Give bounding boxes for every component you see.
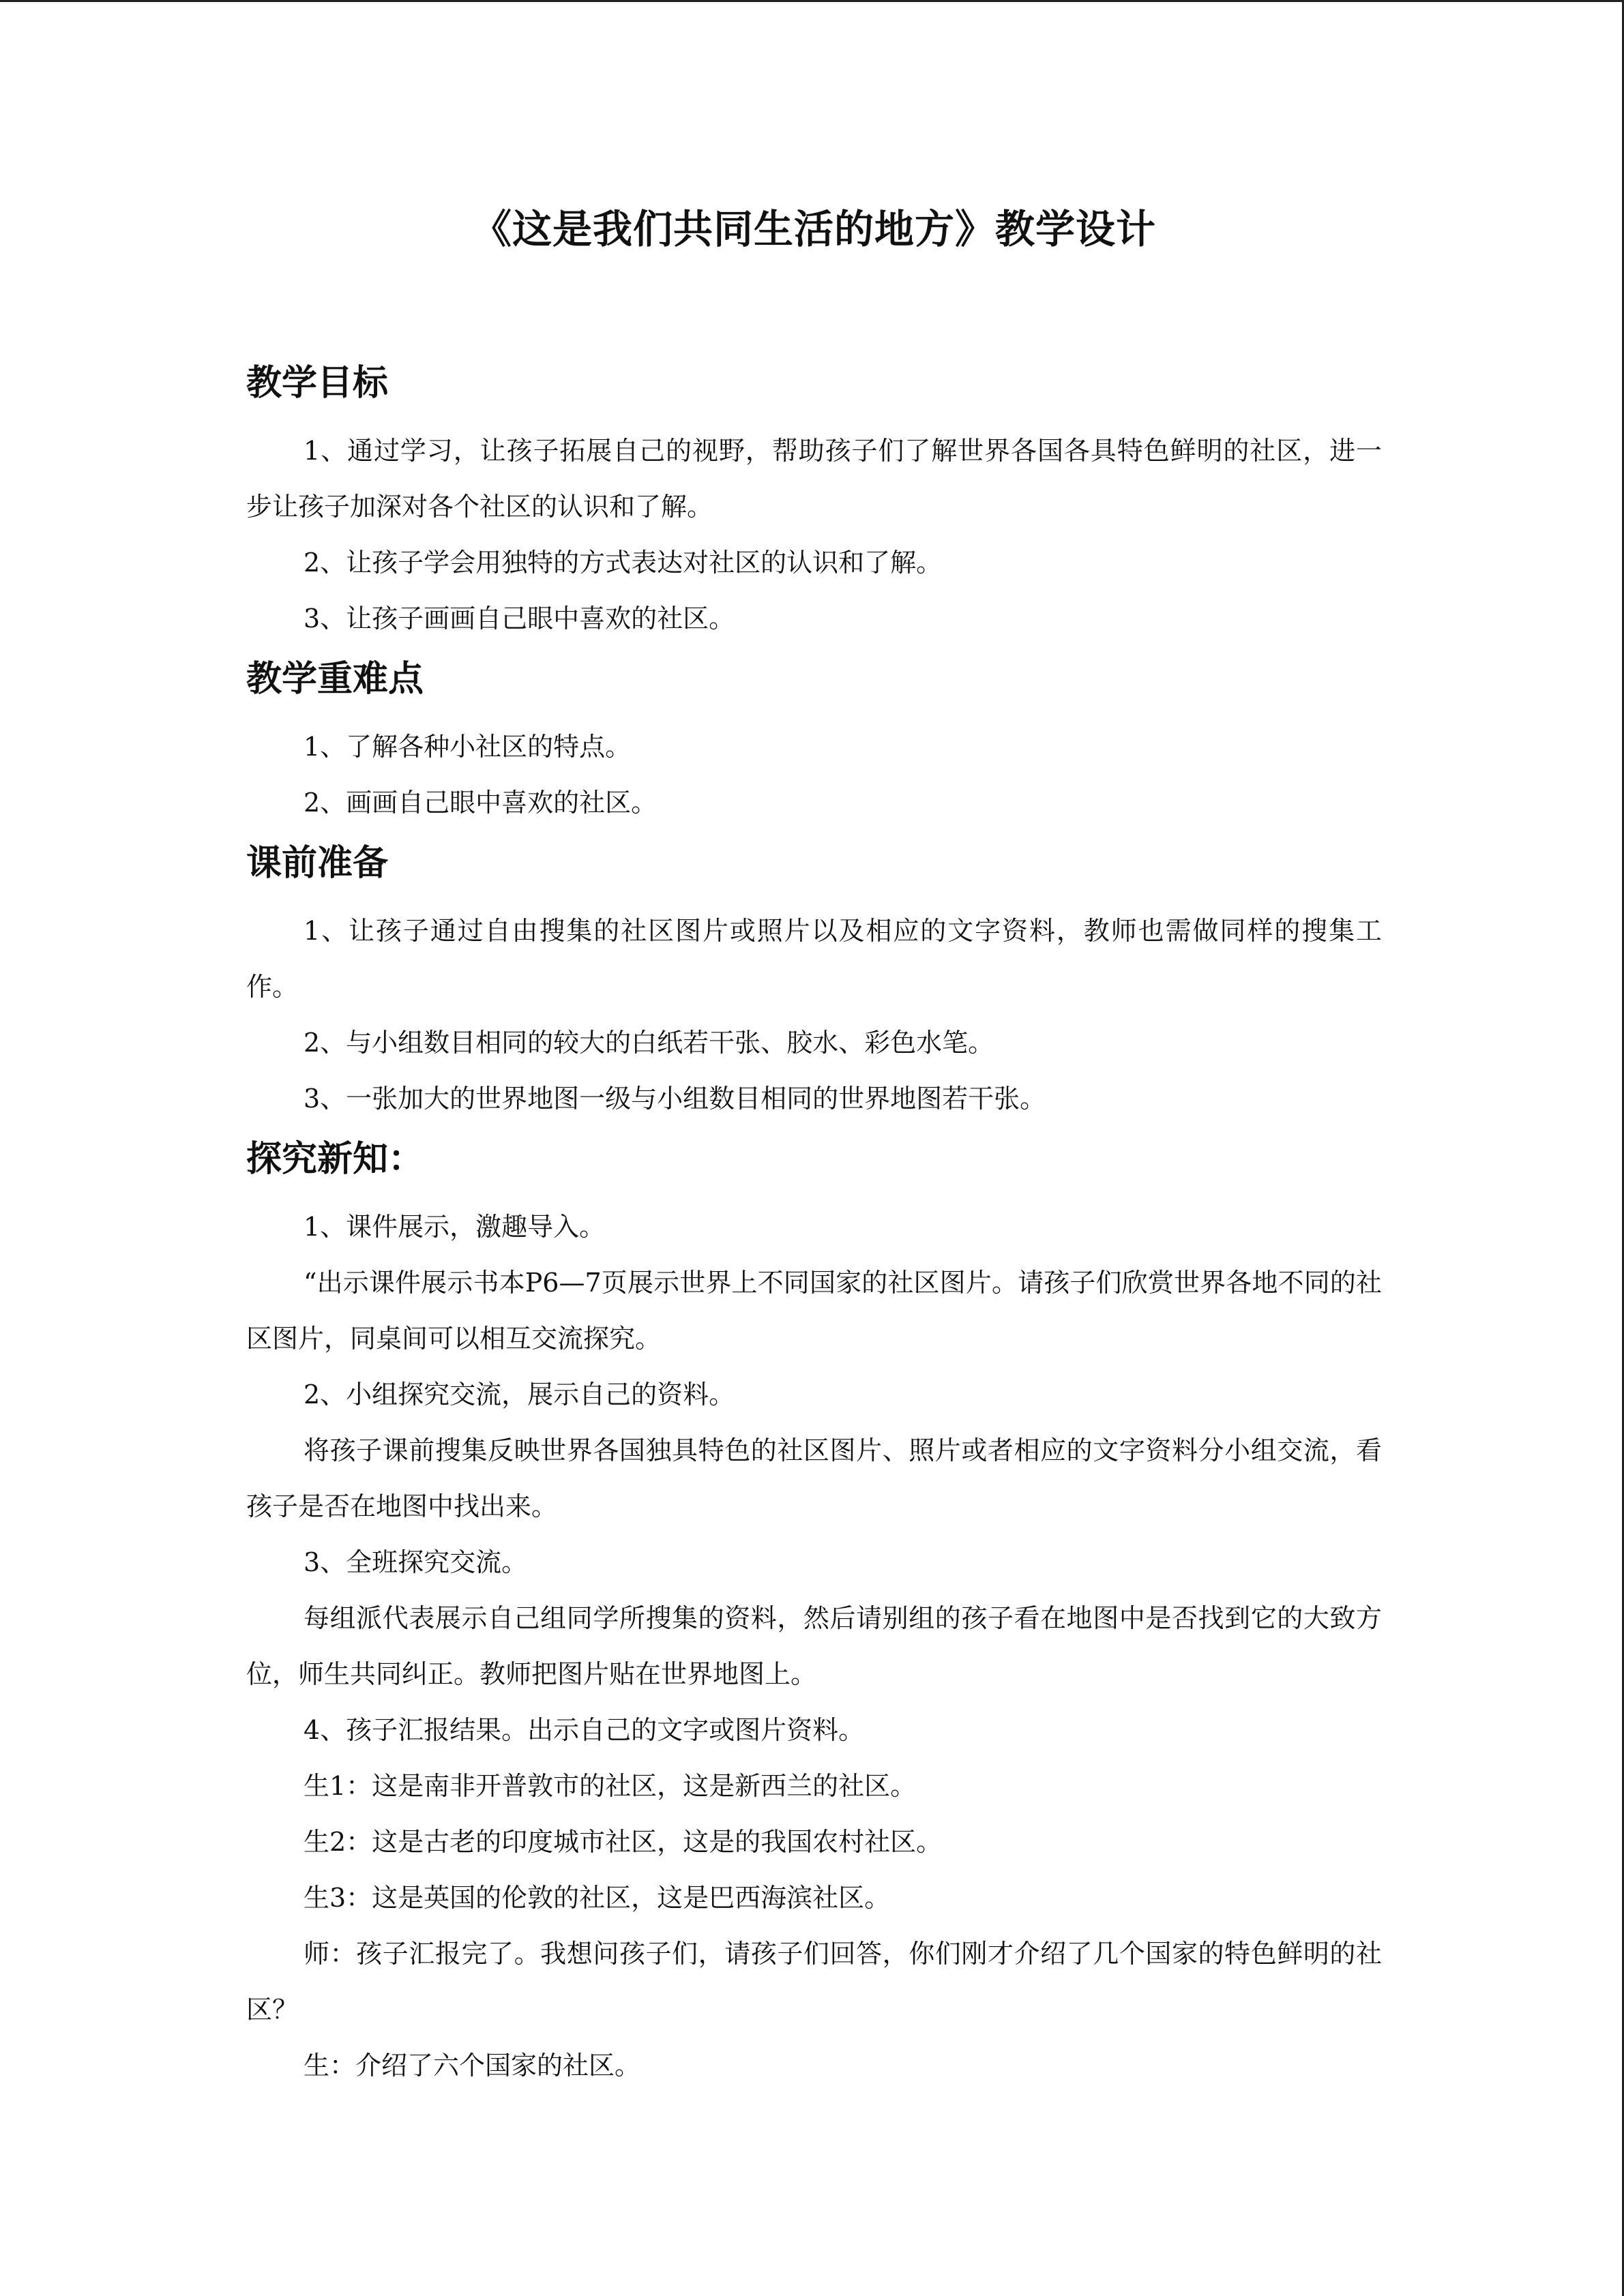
paragraph: 生1：这是南非开普敦市的社区，这是新西兰的社区。 bbox=[304, 1771, 917, 1801]
paragraph: 2、与小组数目相同的较大的白纸若干张、胶水、彩色水笔。 bbox=[304, 1028, 994, 1058]
paragraph: 1、课件展示，激趣导入。 bbox=[304, 1212, 606, 1242]
document-page bbox=[246, 198, 1382, 2093]
paragraph: 3、全班探究交流。 bbox=[304, 1547, 528, 1577]
section-heading: 教学目标 bbox=[246, 363, 389, 404]
paragraph: 4、孩子汇报结果。出示自己的文字或图片资料。 bbox=[304, 1715, 865, 1745]
paragraph: 师：孩子汇报完了。我想问孩子们，请孩子们回答，你们刚才介绍了几个国家的特色鲜明的社区？ bbox=[246, 1939, 1382, 2025]
paragraph: 将孩子课前搜集反映世界各国独具特色的社区图片、照片或者相应的文字资料分小组交流，看孩子是否在地图中找出来。 bbox=[246, 1435, 1382, 1521]
paragraph: “出示课件展示书本P6—7页展示世界上不同国家的社区图片。请孩子们欣赏世界各地不同的社区图片，同桌间可以相互交流探究。 bbox=[246, 1268, 1382, 1354]
page-border-top bbox=[0, 0, 1624, 2]
section-heading: 课前准备 bbox=[246, 843, 389, 884]
paragraph: 每组派代表展示自己组同学所搜集的资料，然后请别组的孩子看在地图中是否找到它的大致方位，师生共同纠正。教师把图片贴在世界地图上。 bbox=[246, 1603, 1382, 1689]
document-title: 《这是我们共同生活的地方》教学设计 bbox=[471, 206, 1156, 252]
paragraph: 1、通过学习，让孩子拓展自己的视野，帮助孩子们了解世界各国各具特色鲜明的社区，进一步让孩子加深对各个社区的认识和了解。 bbox=[246, 436, 1382, 522]
paragraph: 2、画画自己眼中喜欢的社区。 bbox=[304, 788, 658, 818]
paragraph: 生2：这是古老的印度城市社区，这是的我国农村社区。 bbox=[304, 1827, 943, 1857]
paragraph: 生：介绍了六个国家的社区。 bbox=[304, 2051, 641, 2081]
section-key-difficulties bbox=[246, 646, 1382, 831]
section-explore-new-knowledge bbox=[246, 1127, 1382, 2093]
paragraph: 2、小组探究交流，展示自己的资料。 bbox=[304, 1380, 735, 1410]
section-preparation bbox=[246, 831, 1382, 1127]
paragraph: 生3：这是英国的伦敦的社区，这是巴西海滨社区。 bbox=[304, 1883, 891, 1913]
section-heading: 教学重难点 bbox=[246, 659, 424, 700]
section-heading: 探究新知： bbox=[246, 1139, 424, 1180]
paragraph: 3、一张加大的世界地图一级与小组数目相同的世界地图若干张。 bbox=[304, 1084, 1046, 1114]
paragraph: 2、让孩子学会用独特的方式表达对社区的认识和了解。 bbox=[304, 548, 943, 578]
paragraph: 1、了解各种小社区的特点。 bbox=[304, 732, 632, 762]
paragraph: 1、让孩子通过自由搜集的社区图片或照片以及相应的文字资料，教师也需做同样的搜集工作。 bbox=[246, 916, 1382, 1002]
paragraph: 3、让孩子画画自己眼中喜欢的社区。 bbox=[304, 603, 735, 633]
section-teaching-goals bbox=[246, 351, 1382, 646]
